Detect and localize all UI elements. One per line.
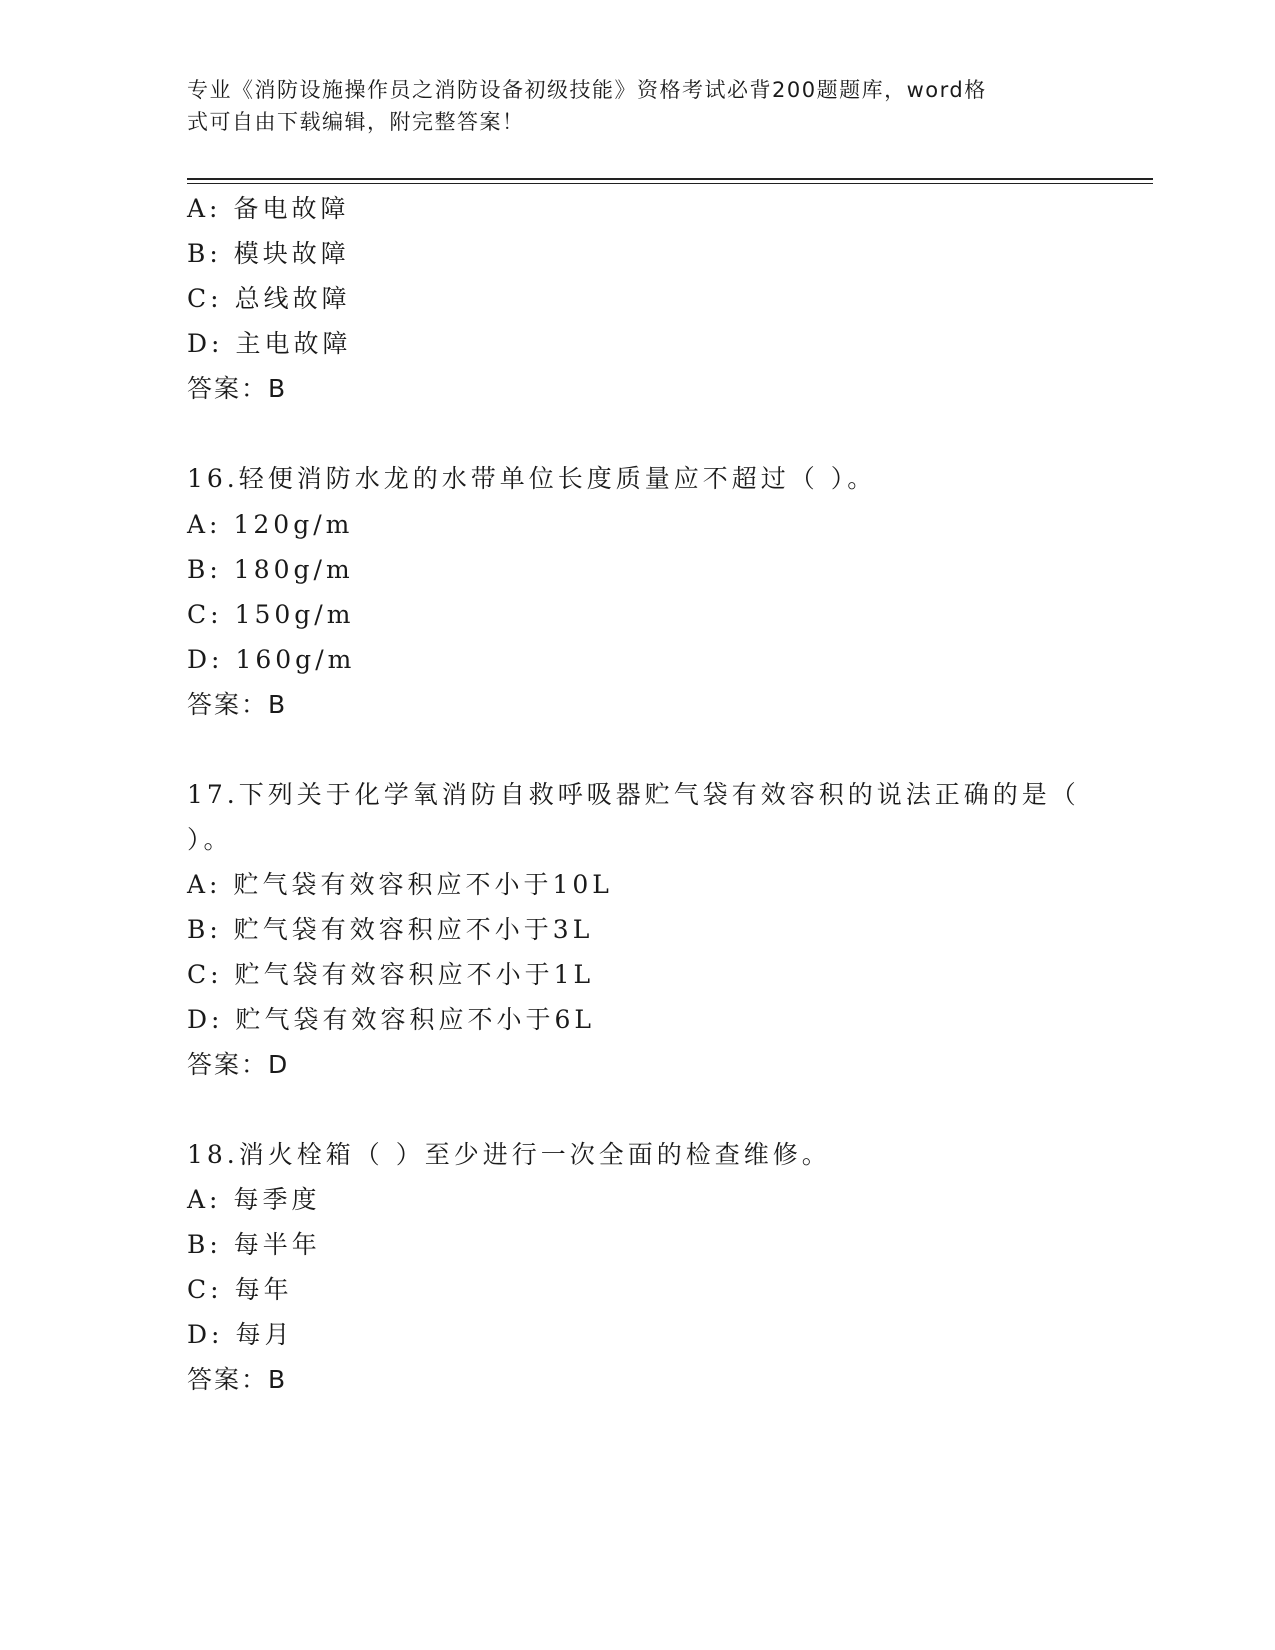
option-key: C: [187, 1275, 223, 1304]
option-key: C: [187, 600, 223, 629]
option-key: D: [187, 1320, 224, 1349]
option-text: 总线故障 [234, 284, 351, 313]
option-c [187, 960, 594, 990]
option-key: B: [187, 239, 222, 268]
answer-line: 答案：B [187, 374, 288, 403]
option-key: B: [187, 1230, 222, 1259]
option-c [187, 284, 351, 314]
option-text: 每年 [234, 1275, 293, 1304]
option-b [187, 555, 354, 585]
option-text: 贮气袋有效容积应不小于10L [233, 870, 613, 899]
option-key: B: [187, 915, 222, 944]
header-divider-thin [187, 183, 1153, 184]
option-c [187, 1275, 293, 1305]
option-text: 模块故障 [233, 239, 350, 268]
option-d [187, 1320, 293, 1350]
option-d [187, 329, 351, 359]
answer-line: 答案：D [187, 1050, 290, 1079]
header-line-2: 式可自由下载编辑，附完整答案！ [187, 110, 525, 134]
option-key: D: [187, 645, 224, 674]
option-a [187, 194, 350, 224]
header-divider-thick [187, 178, 1153, 180]
option-key: D: [187, 1005, 224, 1034]
option-text: 贮气袋有效容积应不小于3L [233, 915, 594, 944]
answer-line: 答案：B [187, 690, 288, 719]
option-key: B: [187, 555, 222, 584]
option-text: 贮气袋有效容积应不小于1L [234, 960, 595, 989]
option-text: 每半年 [233, 1230, 321, 1259]
option-key: C: [187, 960, 223, 989]
document-header [187, 74, 1067, 138]
option-text: 每季度 [233, 1185, 321, 1214]
question-stem: 18.消火栓箱（ ）至少进行一次全面的检查维修。 [187, 1140, 831, 1169]
option-text: 备电故障 [233, 194, 350, 223]
header-line-1: 专业《消防设施操作员之消防设备初级技能》资格考试必背200题题库，word格 [187, 78, 987, 102]
option-a [187, 870, 613, 900]
option-text: 贮气袋有效容积应不小于6L [235, 1005, 595, 1034]
option-text: 160g/m [235, 645, 356, 674]
option-key: D: [187, 329, 224, 358]
question-stem: 17.下列关于化学氧消防自救呼吸器贮气袋有效容积的说法正确的是（ [187, 780, 1080, 809]
option-b [187, 239, 350, 269]
option-b [187, 915, 593, 945]
option-d [187, 1005, 595, 1035]
option-text: 120g/m [233, 510, 354, 539]
option-key: C: [187, 284, 223, 313]
question-stem-continued: ）。 [187, 825, 233, 854]
answer-line: 答案：B [187, 1365, 288, 1394]
option-b [187, 1230, 321, 1260]
option-text: 150g/m [234, 600, 355, 629]
question-stem: 16.轻便消防水龙的水带单位长度质量应不超过（ ）。 [187, 464, 877, 493]
option-a [187, 510, 353, 540]
option-key: A: [187, 870, 222, 899]
option-key: A: [187, 510, 222, 539]
option-c [187, 600, 354, 630]
option-key: A: [187, 194, 222, 223]
option-key: A: [187, 1185, 222, 1214]
option-text: 每月 [235, 1320, 294, 1349]
option-text: 主电故障 [235, 329, 352, 358]
option-text: 180g/m [233, 555, 354, 584]
option-d [187, 645, 355, 675]
option-a [187, 1185, 321, 1215]
